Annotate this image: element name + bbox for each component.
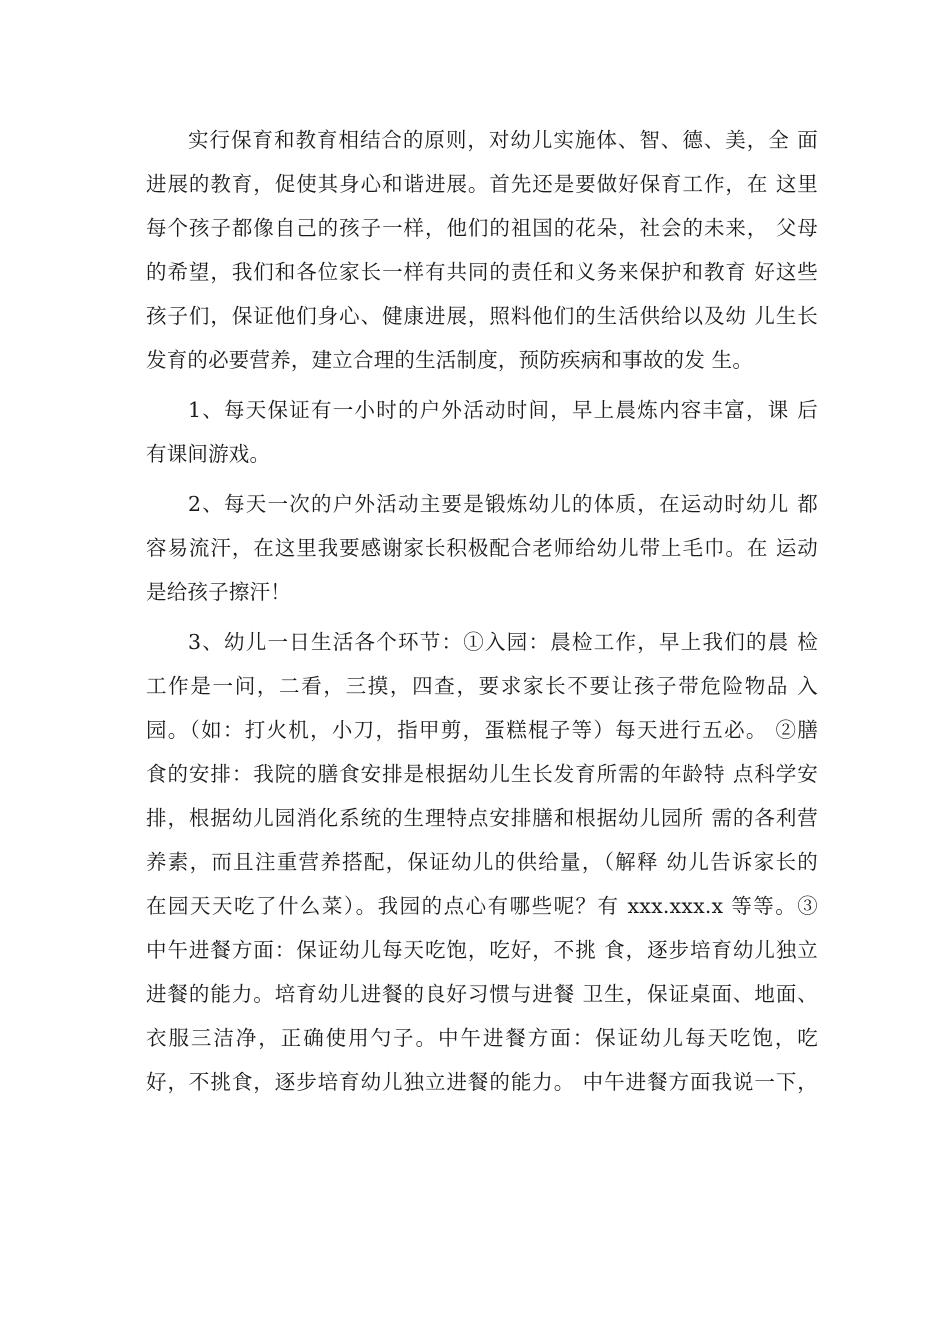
text-line: 容易流汗，在这里我要感谢家长积极配合老师给幼儿带上毛巾。在 运动 [146, 536, 818, 560]
text-line: 进展的教育，促使其身心和谐进展。首先还是要做好保育工作，在 这里 [146, 172, 818, 196]
text-line: 发育的必要营养，建立合理的生活制度，预防疾病和事故的发 生。 [146, 348, 754, 372]
text-line: 衣服三洁净，正确使用勺子。中午进餐方面：保证幼儿每天吃饱，吃 [146, 1026, 818, 1050]
paragraph-item-1 [146, 388, 818, 476]
paragraph-item-3 [146, 620, 818, 1104]
text-line: 2、每天一次的户外活动主要是锻炼幼儿的体质，在运动时幼儿 都 [188, 492, 818, 516]
text-line: 食的安排：我院的膳食安排是根据幼儿生长发育所需的年龄特 点科学安 [146, 762, 818, 786]
text-line: 1、每天保证有一小时的户外活动时间，早上晨炼内容丰富，课 后 [188, 398, 818, 422]
text-line: 的希望，我们和各位家长一样有共同的责任和义务来保护和教育 好这些 [146, 260, 818, 284]
text-line: 养素，而且注重营养搭配，保证幼儿的供给量，（解释 幼儿告诉家长的 [146, 850, 818, 874]
text-line: 进餐的能力。培育幼儿进餐的良好习惯与进餐 卫生，保证桌面、地面、 [146, 982, 818, 1006]
document-body [146, 118, 818, 1104]
text-line: 排，根据幼儿园消化系统的生理特点安排膳和根据幼儿园所 需的各利营 [146, 806, 818, 830]
text-line: 3、幼儿一日生活各个环节：①入园：晨检工作，早上我们的晨 检 [188, 630, 818, 654]
text-line: 是给孩子擦汗！ [146, 580, 291, 604]
text-line: 有课间游戏。 [146, 442, 271, 466]
text-line: 孩子们，保证他们身心、健康进展，照料他们的生活供给以及幼 儿生长 [146, 304, 818, 328]
text-line: 好，不挑食，逐步培育幼儿独立进餐的能力。 中午进餐方面我说一下， [146, 1070, 818, 1094]
text-line: 在园天天吃了什么菜）。我园的点心有哪些呢？有 xxx.xxx.x 等等。③ [146, 894, 818, 918]
text-line: 工作是一问，二看，三摸，四查，要求家长不要让孩子带危险物品 入 [146, 674, 818, 698]
paragraph-intro [146, 118, 818, 382]
text-line: 园。（如：打火机，小刀，指甲剪，蛋糕棍子等）每天进行五必。 ②膳 [146, 718, 818, 742]
paragraph-item-2 [146, 482, 818, 614]
text-line: 每个孩子都像自己的孩子一样，他们的祖国的花朵，社会的未来， 父母 [146, 216, 818, 240]
text-line: 中午进餐方面：保证幼儿每天吃饱，吃好，不挑 食，逐步培育幼儿独立 [146, 938, 818, 962]
text-line: 实行保育和教育相结合的原则，对幼儿实施体、智、德、美，全 面 [188, 128, 818, 152]
